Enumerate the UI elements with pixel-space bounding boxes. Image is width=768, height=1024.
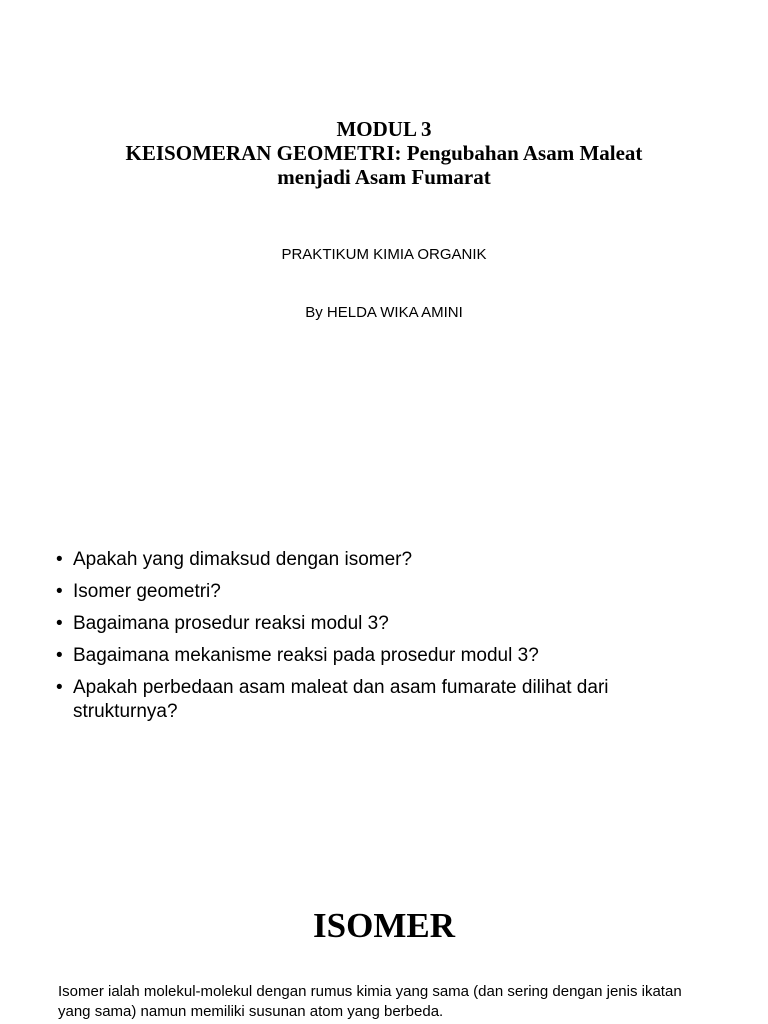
question-text: Bagaimana prosedur reaksi modul 3? xyxy=(73,613,389,634)
question-item xyxy=(56,676,716,724)
question-item xyxy=(56,548,716,572)
bullet-icon: • xyxy=(56,645,63,666)
bullet-icon: • xyxy=(56,581,63,602)
course-subtitle: PRAKTIKUM KIMIA ORGANIK xyxy=(281,246,487,263)
questions-slide xyxy=(0,512,768,768)
question-text: Apakah yang dimaksud dengan isomer? xyxy=(73,549,413,570)
question-text: Apakah perbedaan asam maleat dan asam fumarate dilihat dari strukturnya? xyxy=(73,677,609,722)
isomer-slide xyxy=(0,768,768,1024)
question-item xyxy=(56,612,716,636)
question-text: Bagaimana mekanisme reaksi pada prosedur modul 3? xyxy=(73,645,539,666)
module-title-line-3: menjadi Asam Fumarat xyxy=(277,165,491,189)
question-item xyxy=(56,580,716,604)
question-text: Isomer geometri? xyxy=(73,581,221,602)
isomer-definition: Isomer ialah molekul-molekul dengan rumus kimia yang sama (dan sering dengan jenis ikatan yang sama) namun memiliki susunan atom yang berbeda. xyxy=(58,983,682,1020)
question-list xyxy=(56,548,716,732)
module-title xyxy=(0,117,768,189)
author-line: By HELDA WIKA AMINI xyxy=(305,304,463,321)
question-item xyxy=(56,644,716,668)
bullet-icon: • xyxy=(56,677,63,698)
bullet-icon: • xyxy=(56,613,63,634)
module-title-line-1: MODUL 3 xyxy=(336,117,432,141)
isomer-heading: ISOMER xyxy=(313,906,455,945)
bullet-icon: • xyxy=(56,549,63,570)
module-title-line-2: KEISOMERAN GEOMETRI: Pengubahan Asam Maleat xyxy=(125,141,643,165)
